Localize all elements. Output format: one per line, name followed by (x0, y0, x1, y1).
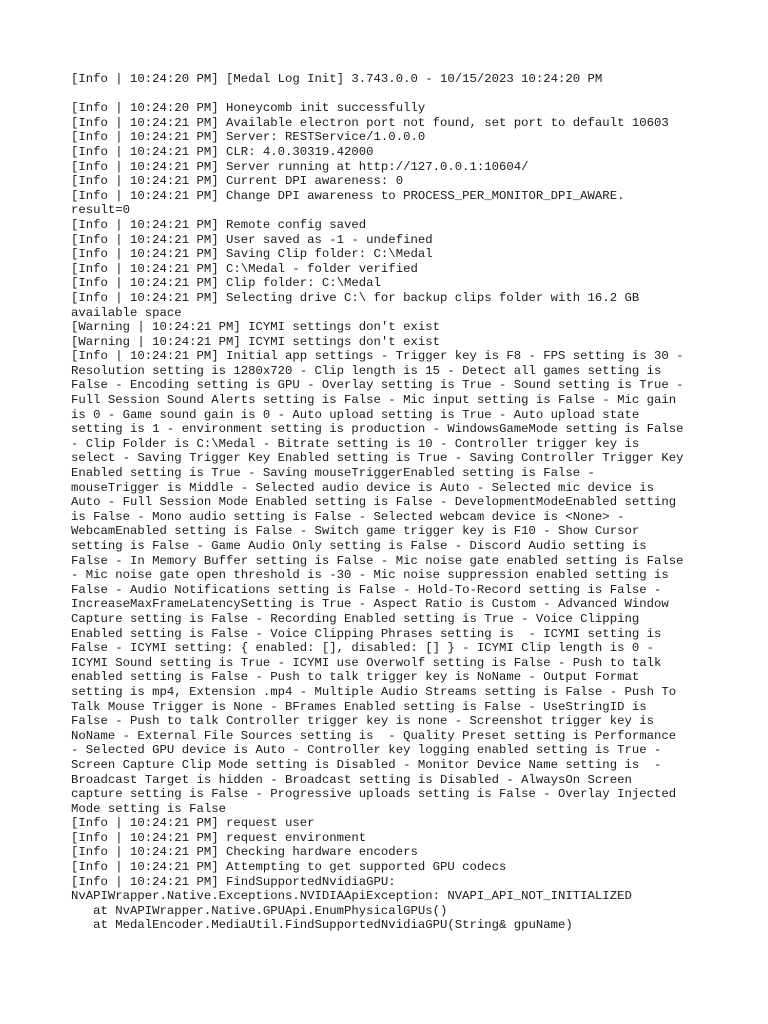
log-line: is 0 - Game sound gain is 0 - Auto upload setting is True - Auto upload state (71, 407, 640, 422)
log-line: False - Audio Notifications setting is False - Hold-To-Record setting is False - (71, 582, 662, 597)
log-line: [Warning | 10:24:21 PM] ICYMI settings don't exist (71, 320, 440, 335)
log-line: select - Saving Trigger Key Enabled setting is True - Saving Controller Trigger Key (71, 451, 684, 466)
log-line: [Info | 10:24:21 PM] request environment (71, 830, 367, 845)
log-line: False - ICYMI setting: { enabled: [], disabled: [] } - ICYMI Clip length is 0 - (71, 641, 654, 656)
log-line: NvAPIWrapper.Native.Exceptions.NVIDIAApiException: NVAPI_API_NOT_INITIALIZED (71, 889, 632, 904)
log-line: [Info | 10:24:21 PM] Checking hardware encoders (71, 845, 418, 860)
log-line: [Info | 10:24:21 PM] Clip folder: C:\Medal (71, 276, 381, 291)
log-line: [Info | 10:24:21 PM] Change DPI awareness to PROCESS_PER_MONITOR_DPI_AWARE. (71, 188, 625, 203)
log-line: [Info | 10:24:21 PM] request user (71, 816, 315, 831)
log-line: result=0 (71, 203, 131, 218)
log-line: ICYMI Sound setting is True - ICYMI use Overwolf setting is False - Push to talk (71, 655, 662, 670)
log-line: Enabled setting is False - Voice Clipping Phrases setting is - ICYMI setting is (71, 626, 662, 641)
log-document (71, 72, 711, 933)
log-line: [Info | 10:24:21 PM] Saving Clip folder: C:\Medal (71, 247, 433, 262)
log-line: mouseTrigger is Middle - Selected audio device is Auto - Selected mic device is (71, 480, 654, 495)
log-line: [Info | 10:24:21 PM] CLR: 4.0.30319.42000 (71, 144, 374, 159)
log-line: [Info | 10:24:21 PM] Remote config saved (71, 217, 367, 232)
log-line: [Info | 10:24:21 PM] User saved as -1 - undefined (71, 232, 433, 247)
log-line: setting is False - Game Audio Only setting is False - Discord Audio setting is (71, 539, 647, 553)
log-line: NoName - External File Sources setting is - Quality Preset setting is Performance (71, 728, 677, 743)
log-line: Resolution setting is 1280x720 - Clip length is 15 - Detect all games setting is (71, 363, 662, 378)
log-line: Auto - Full Session Mode Enabled setting is False - DevelopmentModeEnabled setting (71, 495, 677, 510)
log-line: available space (71, 305, 182, 320)
log-line: is False - Mono audio setting is False - Selected webcam device is <None> - (71, 509, 625, 524)
log-line: enabled setting is False - Push to talk trigger key is NoName - Output Format (71, 670, 640, 685)
log-line: Capture setting is False - Recording Enabled setting is True - Voice Clipping (71, 611, 640, 626)
log-line: at NvAPIWrapper.Native.GPUApi.EnumPhysicalGPUs() (71, 903, 448, 918)
log-line: False - In Memory Buffer setting is False - Mic noise gate enabled setting is False (71, 553, 684, 568)
log-line: - Selected GPU device is Auto - Controller key logging enabled setting is True - (71, 743, 662, 758)
log-line: capture setting is False - Progressive uploads setting is False - Overlay Injected (71, 787, 677, 802)
log-line: [Info | 10:24:21 PM] Selecting drive C:\ for backup clips folder with 16.2 GB (71, 290, 640, 305)
log-line: [Info | 10:24:21 PM] Server: RESTService/1.0.0.0 (71, 130, 426, 145)
log-line: WebcamEnabled setting is False - Switch game trigger key is F10 - Show Cursor (71, 524, 640, 539)
log-line: [Info | 10:24:20 PM] Honeycomb init successfully (71, 101, 426, 116)
log-line: Mode setting is False (71, 801, 226, 816)
log-line: setting is 1 - environment setting is production - WindowsGameMode setting is False (71, 422, 684, 437)
log-line: IncreaseMaxFrameLatencySetting is True - Aspect Ratio is Custom - Advanced Window (71, 597, 669, 612)
log-line: [Info | 10:24:21 PM] FindSupportedNvidiaGPU: (71, 874, 396, 889)
log-line: False - Encoding setting is GPU - Overlay setting is True - Sound setting is True - (71, 378, 684, 393)
log-line: Talk Mouse Trigger is None - BFrames Enabled setting is False - UseStringID is (71, 699, 647, 714)
log-line: Broadcast Target is hidden - Broadcast setting is Disabled - AlwaysOn Screen (71, 772, 632, 787)
log-lines (71, 101, 711, 933)
log-line: - Clip Folder is C:\Medal - Bitrate setting is 10 - Controller trigger key is (71, 436, 640, 451)
log-line: [Info | 10:24:21 PM] Server running at http://127.0.0.1:10604/ (71, 159, 529, 174)
log-line: [Info | 10:24:21 PM] Initial app settings - Trigger key is F8 - FPS setting is 30 - (71, 349, 684, 364)
log-line: at MedalEncoder.MediaUtil.FindSupportedNvidiaGPU(String& gpuName) (71, 918, 573, 933)
log-line: [Warning | 10:24:21 PM] ICYMI settings don't exist (71, 334, 440, 349)
log-line: Full Session Sound Alerts setting is False - Mic input setting is False - Mic gain (71, 393, 677, 408)
log-line: [Info | 10:24:21 PM] Attempting to get supported GPU codecs (71, 860, 507, 875)
log-line: Screen Capture Clip Mode setting is Disabled - Monitor Device Name setting is - (71, 757, 662, 772)
log-line: [Info | 10:24:21 PM] Current DPI awareness: 0 (71, 174, 404, 189)
log-line: - Mic noise gate open threshold is -30 - Mic noise suppression enabled setting is (71, 568, 669, 583)
log-line: [Info | 10:24:21 PM] Available electron port not found, set port to default 10603 (71, 115, 669, 130)
log-line: False - Push to talk Controller trigger key is none - Screenshot trigger key is (71, 714, 654, 729)
log-line: setting is mp4, Extension .mp4 - Multiple Audio Streams setting is False - Push To (71, 684, 677, 699)
log-line: [Info | 10:24:21 PM] C:\Medal - folder verified (71, 261, 418, 276)
log-header-line: [Info | 10:24:20 PM] [Medal Log Init] 3.743.0.0 - 10/15/2023 10:24:20 PM (71, 72, 603, 86)
blank-line (71, 87, 711, 102)
log-line: Enabled setting is True - Saving mouseTriggerEnabled setting is False - (71, 466, 595, 481)
